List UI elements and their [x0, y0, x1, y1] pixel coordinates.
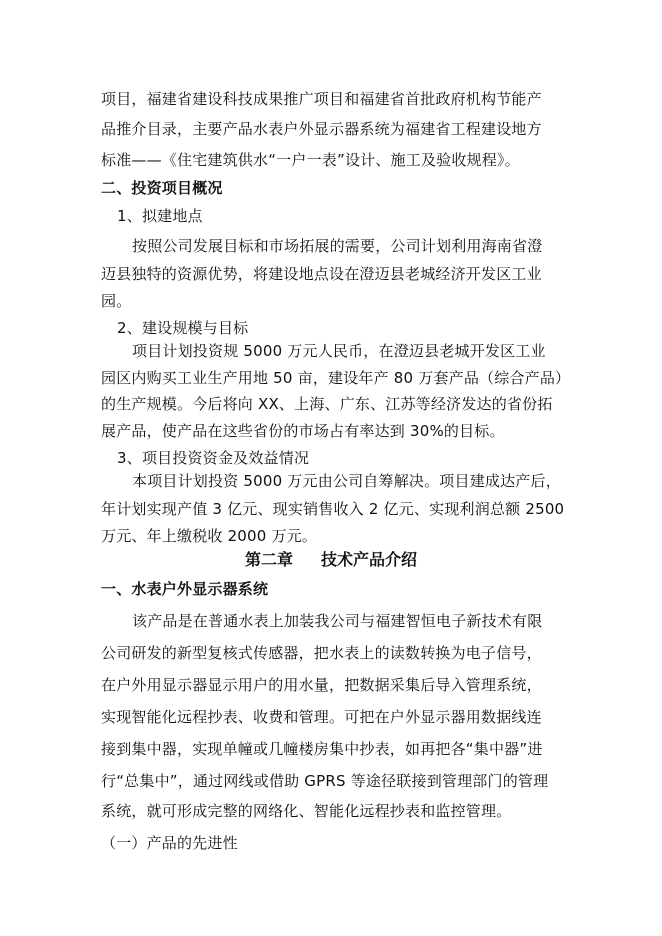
product-line-3: 在户外用显示器显示用户的用水量，把数据采集后导入管理系统， — [101, 676, 542, 694]
subheading-funds-and-benefits: 3、项目投资资金及效益情况 — [117, 449, 310, 467]
product-line-6: 行“总集中”，通过网线或借助 GPRS 等途径联接到管理部门的管理 — [101, 772, 549, 790]
scale-line-4: 展产品，使产品在这些省份的市场占有率达到 30%的目标。 — [101, 422, 505, 440]
section-heading-investment-overview: 二、投资项目概况 — [101, 179, 223, 197]
section-heading-water-meter-display: 一、水表户外显示器系统 — [101, 580, 269, 598]
subheading-planned-location: 1、拟建地点 — [117, 207, 203, 225]
product-line-7: 系统，就可形成完整的网络化、智能化远程抄表和监控管理。 — [101, 802, 512, 820]
subheading-scale-and-goals: 2、建设规模与目标 — [117, 319, 249, 337]
location-line-1: 按照公司发展目标和市场拓展的需要，公司计划利用海南省澄 — [132, 237, 543, 255]
funds-line-3: 万元、年上缴税收 2000 万元。 — [101, 527, 318, 545]
chapter-number: 第二章 — [244, 550, 293, 569]
product-line-4: 实现智能化远程抄表、收费和管理。可把在户外显示器用数据线连 — [101, 708, 542, 726]
intro-line-3: 标准——《住宅建筑供水“一户一表”设计、施工及验收规程》。 — [101, 151, 520, 169]
scale-line-1: 项目计划投资规 5000 万元人民币，在澄迈县老城开发区工业 — [132, 342, 546, 360]
product-line-2: 公司研发的新型复核式传感器，把水表上的读数转换为电子信号， — [101, 644, 542, 662]
funds-line-2: 年计划实现产值 3 亿元、现实销售收入 2 亿元、实现利润总额 2500 — [101, 500, 565, 518]
product-line-1: 该产品是在普通水表上加装我公司与福建智恒电子新技术有限 — [132, 612, 543, 630]
product-line-5: 接到集中器，实现单幢或几幢楼房集中抄表，如再把各“集中器”进 — [101, 740, 543, 758]
scale-line-2: 园区内购买工业生产用地 50 亩，建设年产 80 万套产品（综合产品） — [101, 369, 571, 387]
scale-line-3: 的生产规模。今后将向 XX、上海、广东、江苏等经济发达的省份拓 — [101, 395, 553, 413]
location-line-3: 园。 — [101, 292, 132, 310]
chapter-name: 技术产品介绍 — [321, 550, 418, 569]
funds-line-1: 本项目计划投资 5000 万元由公司自筹解决。项目建成达产后， — [132, 472, 561, 490]
chapter-title — [0, 549, 662, 571]
intro-line-2: 品推介目录，主要产品水表户外显示器系统为福建省工程建设地方 — [101, 120, 542, 138]
subheading-product-advantages: （一）产品的先进性 — [101, 834, 238, 852]
location-line-2: 迈县独特的资源优势，将建设地点设在澄迈县老城经济开发区工业 — [101, 265, 542, 283]
intro-line-1: 项目，福建省建设科技成果推广项目和福建省首批政府机构节能产 — [101, 90, 542, 108]
